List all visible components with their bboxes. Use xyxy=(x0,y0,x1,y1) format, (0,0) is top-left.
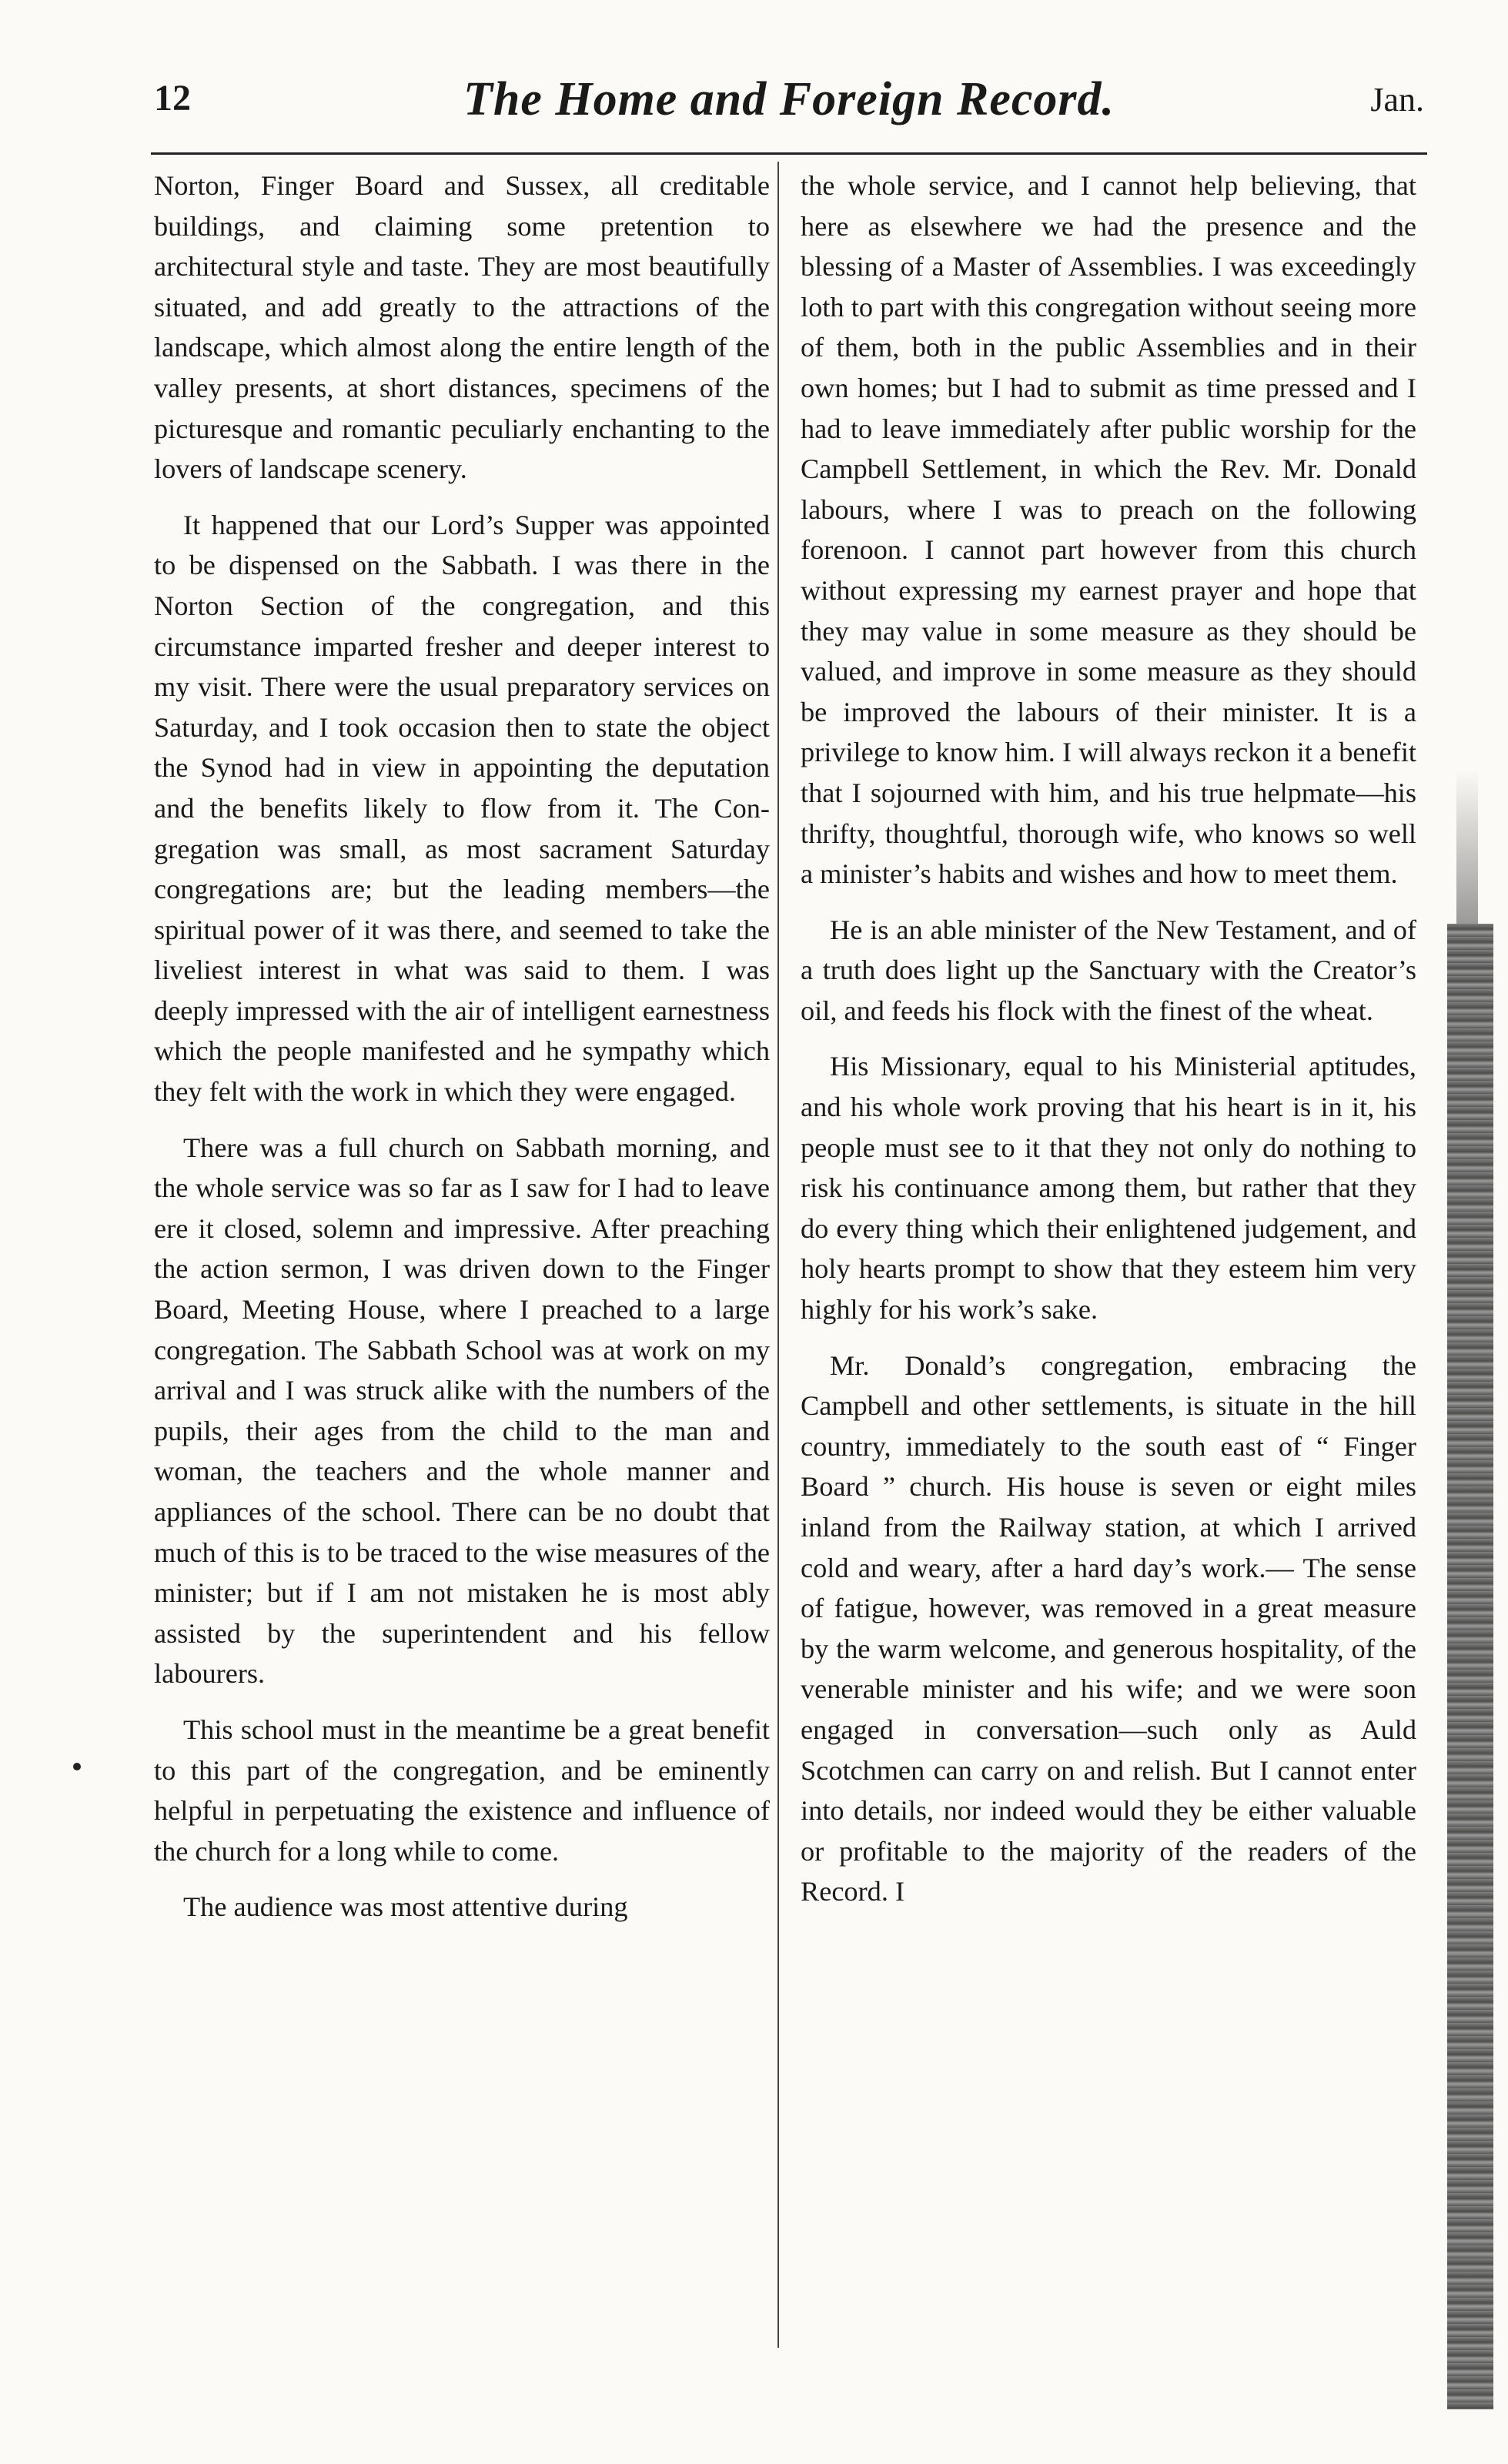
page-number: 12 xyxy=(154,78,191,119)
scan-edge-binding xyxy=(1447,924,1493,2409)
left-column xyxy=(154,165,770,1927)
paragraph: the whole service, and I cannot help believing, that here as elsewhere we had the presence and the blessing of a Master of Assemblies. I was exceedingly loth to part with this congregation without seeing more of them, both in the public Assemblies and in their own homes; but I had to submit as time pressed and I had to leave immediately after public worship for the Campbell Settlement, in which the Rev. Mr. Donald labours, where I was to preach on the following forenoon. I cannot part however from this church without expressing my earnest prayer and hope that they may value in some measure as they should be valued, and improve in some measure as they should be improved the labours of their minister. It is a privilege to know him. I will always reckon it a benefit that I sojourned with him, and his true helpmate—his thrifty, thoughtful, thorough wife, who knows so well a minister’s habits and wishes and how to meet them. xyxy=(801,170,1416,890)
ink-speck xyxy=(73,1763,81,1770)
column-divider xyxy=(777,162,779,2348)
paragraph: This school must in the meantime be a great benefit to this part of the congregation, and be eminently helpful in perpetuating the existence and influence of the church for a long while to come. xyxy=(154,1713,770,1867)
header-rule xyxy=(151,152,1427,155)
paragraph: There was a full church on Sabbath morning, and the whole service was so far as I saw for I had to leave ere it closed, solemn and impressive. After preaching the action sermon, I was driven down to the Finger Board, Meeting House, where I preached to a large congregation. The Sabbath School was at work on my arrival and I was struck alike with the numbers of the pupils, their ages from the child to the man and woman, the teachers and the whole manner and appliances of the school. There can be no doubt that much of this is to be traced to the wise measures of the minister; but if I am not mistaken he is most ably assisted by the superintendent and his fellow labourers. xyxy=(154,1132,770,1690)
paragraph: It happened that our Lord’s Supper was appointed to be dispensed on the Sabbath. I was there in the Norton Section of the congregation, and this circumstance imparted fresher and deeper interest to my visit. There were the usual preparatory services on Saturday, and I took occasion then to state the object the Synod had in view in appointing the deputation and the benefits likely to flow from it. The Congregation was small, as most sacrament Saturday congregations are; but the leading members—the spiritual power of it was there, and seemed to take the liveliest interest in what was said to them. I was deeply impressed with the air of intelligent earnestness which the people manifested and he sympathy which they felt with the work in which they were engaged. xyxy=(154,509,770,1108)
issue-month: Jan. xyxy=(1370,81,1424,119)
paragraph: He is an able minister of the New Testament, and of a truth does light up the Sanctuary with the Creator’s oil, and feeds his flock with the finest of the wheat. xyxy=(801,914,1416,1026)
scan-edge-shadow xyxy=(1456,770,1478,924)
page-header xyxy=(154,73,1424,162)
paragraph: Norton, Finger Board and Sussex, all creditable buildings, and claiming some pretention to architectural style and taste. They are most beautifully situated, and add greatly to the attractions of the landscape, which almost along the entire length of the valley presents, at short distances, specimens of the picturesque and romantic peculiarly enchanting to the lovers of landscape scenery. xyxy=(154,170,770,485)
right-column xyxy=(801,165,1416,1912)
running-title: The Home and Foreign Record. xyxy=(463,73,1115,125)
paragraph: Mr. Donald’s congregation, embracing the Campbell and other settlements, is situate in the hill country, immediately to the south east of “ Finger Board ” church. His house is seven or eight miles inland from the Railway station, at which I arrived cold and weary, after a hard day’s work.— The sense of fatigue, however, was removed in a great measure by the warm welcome, and generous hospitality, of the venerable minister and his wife; and we were soon engaged in conversation—such only as Auld Scotchmen can carry on and relish. But I cannot enter into details, nor indeed would they be either valuable or profitable to the majority of the readers of the Record. I xyxy=(801,1349,1416,1907)
paragraph: The audience was most attentive during xyxy=(183,1891,628,1923)
paragraph: His Missionary, equal to his Ministerial aptitudes, and his whole work proving that his heart is in it, his people must see to it that they not only do nothing to risk his continuance among them, but rather that they do every thing which their enlightened judgement, and holy hearts prompt to show that they esteem him very highly for his work’s sake. xyxy=(801,1051,1416,1326)
